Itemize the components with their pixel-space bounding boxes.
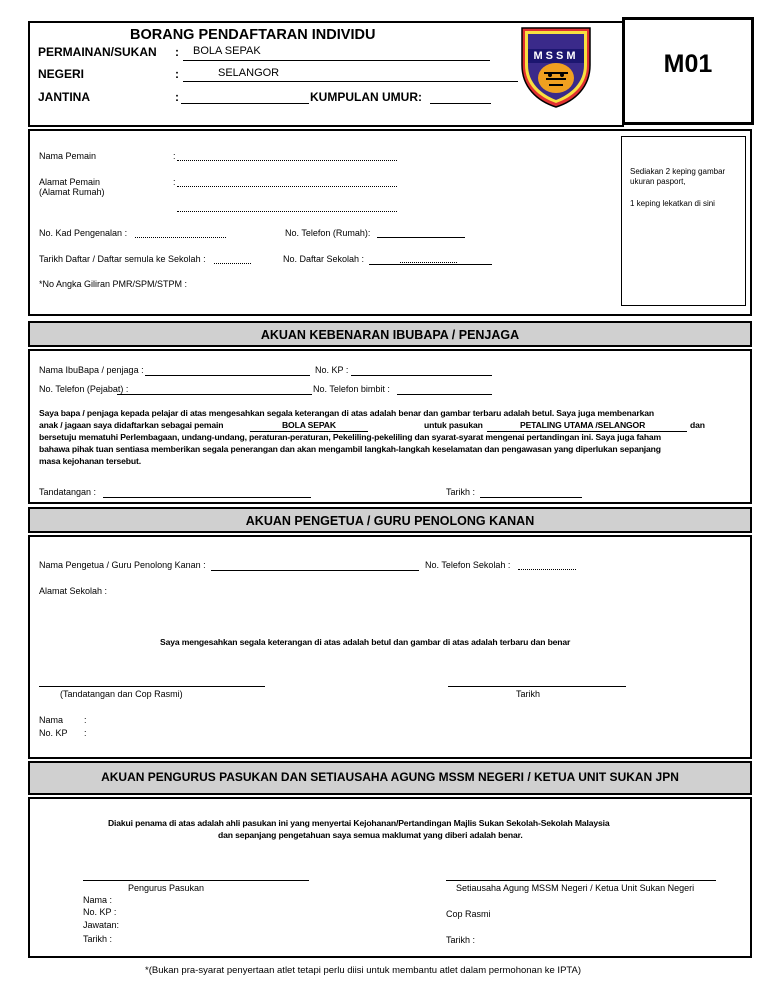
- sport-colon: :: [175, 45, 179, 59]
- school-no-line: [369, 264, 492, 265]
- principal-decl: Saya mengesahkan segala keterangan di atas adalah betul dan gambar di atas adalah terbaru dan benar: [160, 637, 571, 647]
- school-phone-field[interactable]: [518, 569, 576, 570]
- state-line: [183, 81, 518, 82]
- state-value[interactable]: SELANGOR: [218, 67, 280, 79]
- photo-note-3: 1 keping lekatkan di sini: [630, 199, 715, 208]
- manager-kp-label: No. KP :: [83, 907, 117, 917]
- manager-heading-text: AKUAN PENGURUS PASUKAN DAN SETIAUSAHA AGUNG MSSM NEGERI / KETUA UNIT SUKAN JPN: [101, 770, 679, 784]
- school-date-label: Tarikh Daftar / Daftar semula ke Sekolah :: [39, 254, 206, 264]
- home-phone-field[interactable]: [377, 237, 465, 238]
- secretary-date-label: Tarikh :: [446, 935, 476, 945]
- ic-field[interactable]: [135, 237, 226, 238]
- parent-name-label: Nama IbuBapa / penjaga :: [39, 365, 144, 375]
- school-no-field[interactable]: [400, 262, 457, 263]
- gender-line[interactable]: [181, 103, 309, 104]
- principal-kp-field-colon: :: [84, 728, 87, 738]
- school-no-label: No. Daftar Sekolah :: [283, 254, 365, 264]
- parent-sign-field[interactable]: [103, 497, 311, 498]
- state-label: NEGERI: [38, 67, 85, 81]
- principal-name-label: Nama Pengetua / Guru Penolong Kanan :: [39, 560, 206, 570]
- principal-name-field[interactable]: [211, 570, 419, 571]
- parent-heading-text: AKUAN KEBENARAN IBUBAPA / PENJAGA: [260, 328, 520, 342]
- principal-name-field-colon: :: [84, 715, 87, 725]
- parent-decl-line-3: bersetuju mematuhi Perlembagaan, undang-undang, peraturan-peraturan, Pekeliling-pekeliling dan syarat-syarat mengenai pertandingan ini. Saya juga faham: [39, 432, 662, 442]
- player-address-label: Alamat Pemain: [39, 177, 101, 187]
- logo-text: MSSM: [533, 50, 579, 62]
- manager-title: Pengurus Pasukan: [128, 883, 205, 893]
- age-group-label: KUMPULAN UMUR:: [310, 90, 422, 104]
- sport-line: [183, 60, 490, 61]
- form-title: BORANG PENDAFTARAN INDIVIDU: [130, 27, 376, 43]
- player-address-field-1[interactable]: [177, 186, 397, 187]
- parent-decl-line-2a: anak / jagaan saya didaftarkan sebagai pemain: [39, 420, 224, 430]
- state-colon: :: [175, 67, 179, 81]
- parent-decl-sport[interactable]: BOLA SEPAK: [282, 420, 336, 430]
- parent-decl-team[interactable]: PETALING UTAMA /SELANGOR: [520, 420, 646, 430]
- manager-sign-field[interactable]: [83, 880, 309, 881]
- principal-kp-field-label: No. KP: [39, 728, 68, 738]
- secretary-stamp-label: Cop Rasmi: [446, 909, 491, 919]
- player-name-field[interactable]: [177, 160, 397, 161]
- footnote: *(Bukan pra-syarat penyertaan atlet tetapi perlu diisi untuk membantu atlet dalam permohonan ke IPTA): [145, 965, 582, 976]
- player-address-field-2[interactable]: [177, 211, 397, 212]
- principal-date-field[interactable]: [448, 686, 626, 687]
- parent-date-field[interactable]: [480, 497, 582, 498]
- principal-sign-label: (Tandatangan dan Cop Rasmi): [60, 689, 183, 699]
- parent-kp-field[interactable]: [351, 375, 492, 376]
- parent-decl-line-2c: dan: [690, 420, 705, 430]
- parent-decl-line-5: masa kejohanan tersebut.: [39, 456, 141, 466]
- parent-section-heading: [28, 321, 752, 347]
- ic-label: No. Kad Pengenalan :: [39, 228, 128, 238]
- school-date-field[interactable]: [214, 263, 251, 264]
- parent-sign-label: Tandatangan :: [39, 487, 97, 497]
- exam-no-label: *No Angka Giliran PMR/SPM/STPM :: [39, 279, 188, 289]
- parent-kp-label: No. KP :: [315, 365, 349, 375]
- principal-name-field-label: Nama: [39, 715, 64, 725]
- parent-name-field[interactable]: [145, 375, 310, 376]
- mobile-phone-field[interactable]: [397, 394, 492, 395]
- secretary-title: Setiausaha Agung MSSM Negeri / Ketua Unit Sukan Negeri: [456, 883, 695, 893]
- mssm-logo: [519, 25, 593, 109]
- manager-section-heading: [28, 761, 752, 795]
- office-phone-field[interactable]: [117, 394, 312, 395]
- age-group-line[interactable]: [430, 103, 491, 104]
- gender-label: JANTINA: [38, 90, 91, 104]
- player-name-label: Nama Pemain: [39, 151, 97, 161]
- sport-value[interactable]: BOLA SEPAK: [193, 45, 261, 57]
- principal-date-label: Tarikh: [516, 689, 541, 699]
- photo-note-1: Sediakan 2 keping gambar: [630, 167, 726, 176]
- sport-label: PERMAINAN/SUKAN: [38, 45, 157, 59]
- parent-decl-line-4: bahawa pihak tuan sentiasa memberikan segala penerangan dan akan mengambil langkah-langkah keselamatan dan pengawasan yang diperlukan sepanjang: [39, 444, 661, 454]
- office-phone-label: No. Telefon (Pejabat) :: [39, 384, 129, 394]
- player-name-colon: :: [173, 151, 176, 161]
- photo-note-2: ukuran pasport,: [630, 177, 686, 186]
- player-address-sub: (Alamat Rumah): [39, 187, 105, 197]
- manager-name-label: Nama :: [83, 895, 113, 905]
- photo-box[interactable]: [621, 136, 746, 306]
- secretary-sign-field[interactable]: [446, 880, 716, 881]
- parent-decl-line-2b: untuk pasukan: [424, 420, 483, 430]
- player-address-colon: :: [173, 177, 176, 187]
- manager-position-label: Jawatan:: [83, 920, 120, 930]
- mobile-phone-label: No. Telefon bimbit :: [313, 384, 390, 394]
- manager-decl-line-2: dan sepanjang pengetahuan saya semua maklumat yang diberi adalah benar.: [218, 830, 523, 840]
- manager-decl-line-1: Diakui penama di atas adalah ahli pasukan ini yang menyertai Kejohanan/Pertandingan Majlis Sukan Sekolah-Sekolah Malaysia: [108, 818, 610, 828]
- parent-decl-line-1: Saya bapa / penjaga kepada pelajar di atas mengesahkan segala keterangan di atas adalah benar dan gambar terbaru adalah betul. Saya juga membenarkan: [39, 408, 654, 418]
- principal-section-heading: [28, 507, 752, 533]
- home-phone-label: No. Telefon (Rumah):: [285, 228, 371, 238]
- principal-heading-text: AKUAN PENGETUA / GURU PENOLONG KANAN: [245, 514, 535, 528]
- school-address-label: Alamat Sekolah :: [39, 586, 108, 596]
- parent-date-label: Tarikh :: [446, 487, 476, 497]
- form-code: M01: [663, 50, 713, 78]
- school-phone-label: No. Telefon Sekolah :: [425, 560, 511, 570]
- gender-colon: :: [175, 90, 179, 104]
- principal-sign-field[interactable]: [39, 686, 265, 687]
- manager-date-label: Tarikh :: [83, 934, 113, 944]
